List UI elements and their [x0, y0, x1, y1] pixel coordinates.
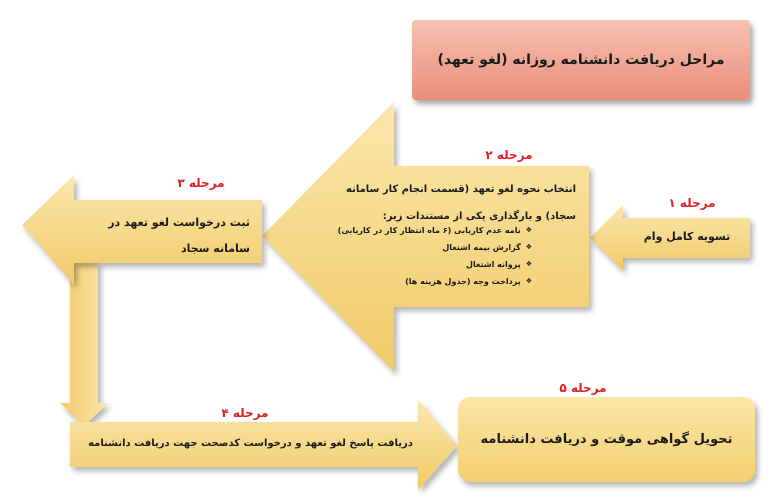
step5-label: مرحله ۵ [559, 381, 607, 395]
step3-down-arrow [60, 262, 108, 426]
step3-line1: ثبت درخواست لغو تعهد در [108, 216, 250, 229]
diamond-bullet-icon: ❖ [525, 243, 532, 251]
list-item: ❖ نامه عدم کاریابی (۶ ماه انتظار کار در کاریابی) [337, 226, 532, 235]
step1-text: تسویه کامل وام [643, 230, 731, 243]
step2-line2: سجاد) و بارگذاری یکی از مستندات زیر: [382, 211, 576, 222]
step1-label: مرحله ۱ [668, 196, 716, 210]
step3-label: مرحله ۳ [177, 176, 225, 190]
page-title: مراحل دریافت دانشنامه روزانه (لغو تعهد) [412, 20, 750, 100]
step2-line1: انتخاب نحوه لغو تعهد (قسمت انجام کار سامانه [346, 184, 576, 195]
list-item: ❖ پرداخت وجه (جدول هزینه ها) [405, 277, 532, 286]
step4-label: مرحله ۴ [221, 406, 269, 420]
step2-label: مرحله ۲ [485, 148, 533, 162]
step5-text: تحویل گواهی موقت و دریافت دانشنامه [480, 432, 733, 447]
diamond-bullet-icon: ❖ [525, 260, 532, 268]
step2-bullet-list [332, 226, 532, 294]
list-item: ❖ پروانه اشتغال [466, 260, 532, 269]
step5-box [458, 397, 755, 482]
diamond-bullet-icon: ❖ [525, 226, 532, 234]
step3-text [90, 210, 250, 262]
list-item: ❖ گزارش بیمه اشتغال [442, 243, 532, 252]
diamond-bullet-icon: ❖ [525, 277, 532, 285]
step4-text: دریافت پاسخ لغو تعهد و درخواست کدصحت جهت دریافت دانشنامه [88, 438, 413, 449]
step2-text [336, 176, 576, 230]
step3-line2: سامانه سجاد [180, 242, 250, 255]
